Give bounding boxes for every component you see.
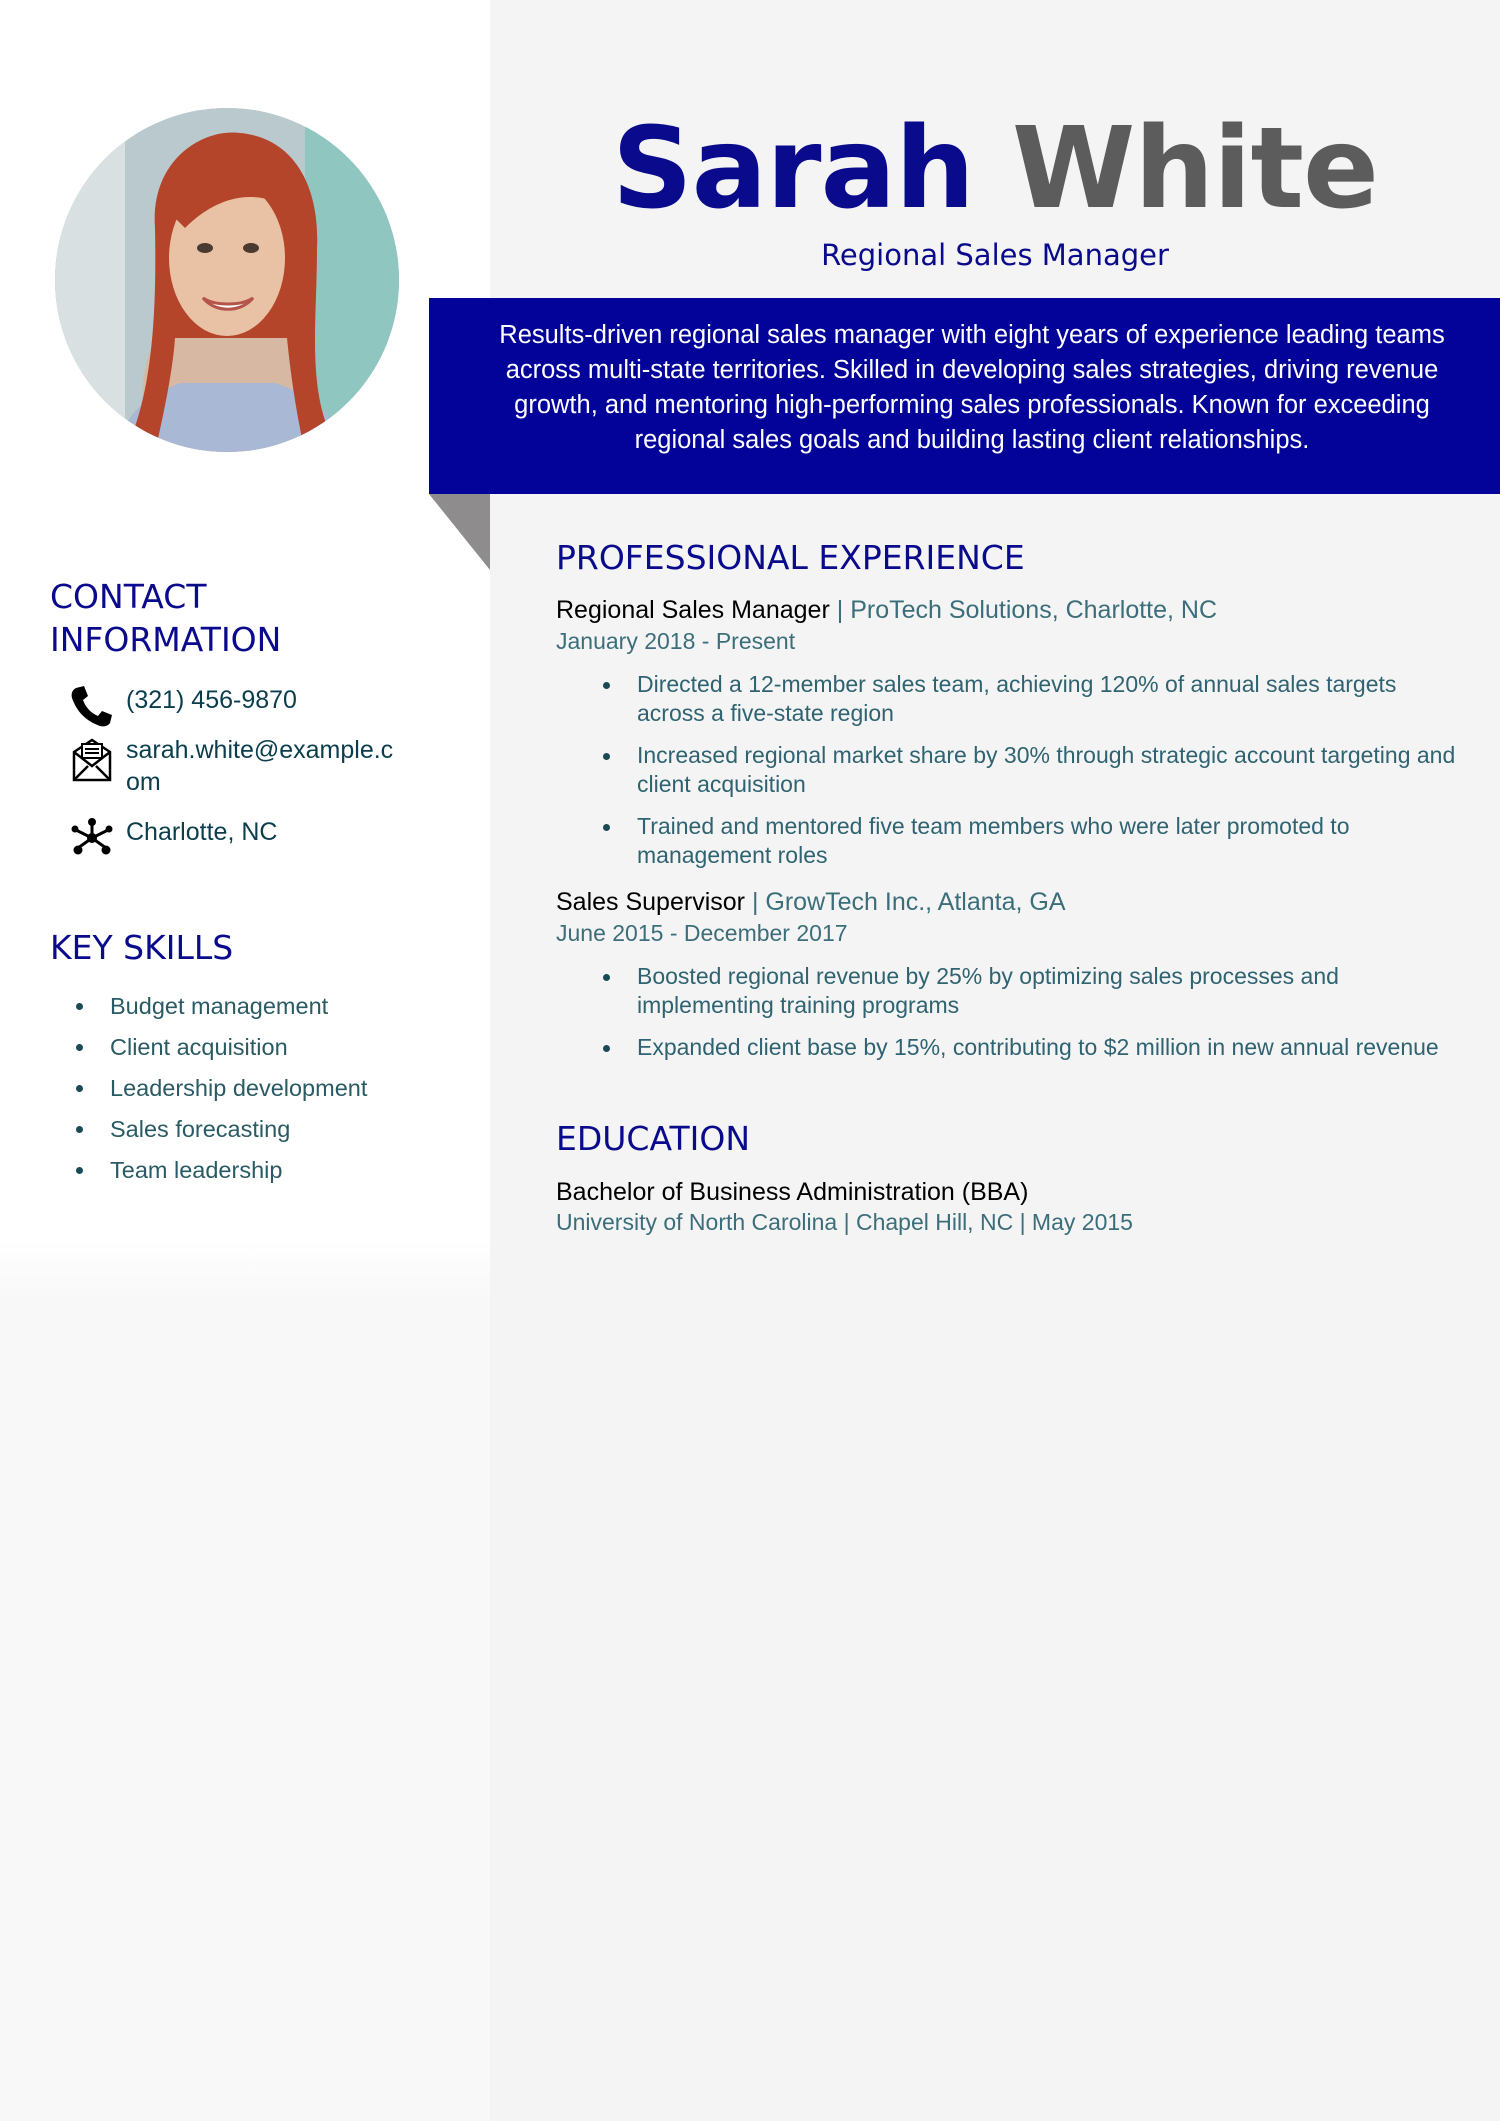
separator: | xyxy=(751,888,759,916)
envelope-icon xyxy=(70,734,114,778)
profile-photo xyxy=(55,108,399,452)
degree: Bachelor of Business Administration (BBA) xyxy=(556,1178,1029,1206)
job-company: ProTech Solutions, Charlotte, NC xyxy=(850,596,1218,624)
location-icon xyxy=(70,816,114,860)
skill-item: Sales forecasting xyxy=(70,1111,367,1152)
email-address: sarah.white@example.com xyxy=(126,736,394,796)
candidate-name xyxy=(490,105,1500,233)
contact-heading: CONTACT INFORMATION xyxy=(50,577,282,659)
summary-text: Results-driven regional sales manager with eight years of experience leading teams across multi-state territories. Skilled in developing sales strategies, driving revenue growth, and mentoring high-performing sales professionals. Known for exceeding regional sales goals and building lasting client relationships. xyxy=(499,321,1445,454)
skill-item: Client acquisition xyxy=(70,1029,367,1070)
skills-heading: KEY SKILLS xyxy=(50,928,234,967)
phone-number: (321) 456-9870 xyxy=(126,686,297,714)
skill-item: Team leadership xyxy=(70,1152,367,1193)
job-role: Regional Sales Manager xyxy=(556,596,830,624)
first-name: Sarah xyxy=(612,104,974,234)
bullet-item: Expanded client base by 15%, contributing to $2 million in new annual revenue xyxy=(556,1033,1456,1062)
job-role: Sales Supervisor xyxy=(556,888,745,916)
skill-item: Budget management xyxy=(70,988,367,1029)
job-title: Regional Sales Manager xyxy=(821,238,1169,272)
job-company: GrowTech Inc., Atlanta, GA xyxy=(765,888,1066,916)
contact-email xyxy=(70,734,410,798)
contact-location xyxy=(70,816,277,860)
skill-item: Leadership development xyxy=(70,1070,367,1111)
ribbon-fold xyxy=(429,494,490,570)
job-bullets xyxy=(556,962,1456,1075)
experience-heading: PROFESSIONAL EXPERIENCE xyxy=(556,538,1025,577)
bullet-item: Increased regional market share by 30% through strategic account targeting and client acquisition xyxy=(556,741,1456,799)
phone-icon xyxy=(70,684,114,728)
job-title-line xyxy=(556,886,1066,918)
school-details: University of North Carolina | Chapel Hill, NC | May 2015 xyxy=(556,1209,1133,1235)
separator: | xyxy=(836,596,844,624)
bullet-item: Boosted regional revenue by 25% by optimizing sales processes and implementing training programs xyxy=(556,962,1456,1020)
location-text: Charlotte, NC xyxy=(126,818,278,846)
job-dates: June 2015 - December 2017 xyxy=(556,920,848,946)
bullet-item: Trained and mentored five team members who were later promoted to management roles xyxy=(556,812,1456,870)
skills-list xyxy=(70,988,367,1193)
job-title-line xyxy=(556,594,1217,626)
bullet-item: Directed a 12-member sales team, achieving 120% of annual sales targets across a five-state region xyxy=(556,670,1456,728)
job-dates: January 2018 - Present xyxy=(556,628,796,654)
summary-band xyxy=(429,298,1500,494)
job-bullets xyxy=(556,670,1456,883)
education-heading: EDUCATION xyxy=(556,1119,751,1158)
last-name: White xyxy=(1011,104,1378,234)
contact-phone xyxy=(70,684,297,728)
